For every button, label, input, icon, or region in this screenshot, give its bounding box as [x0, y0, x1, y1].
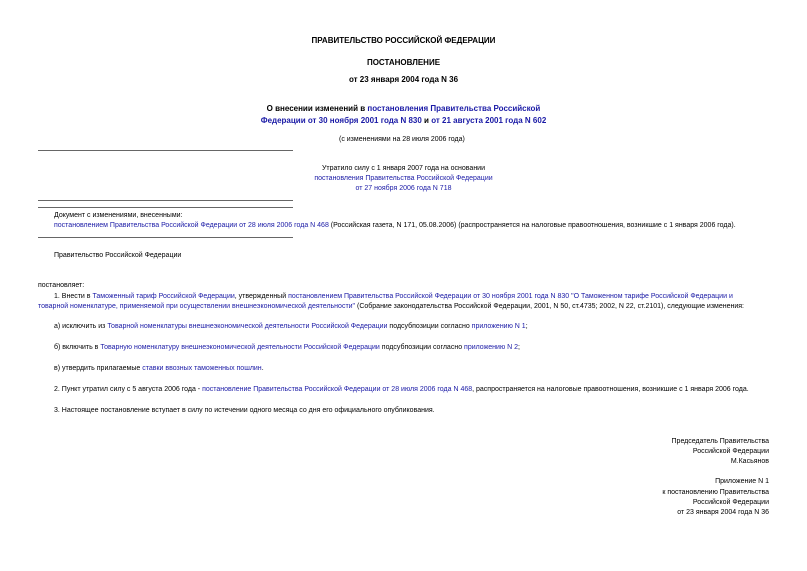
divider — [38, 150, 293, 151]
p2-link-decree-468[interactable]: постановление Правительства Российской Федерации от 28 июля 2006 года N 468 — [202, 386, 473, 393]
doc-title-line2 — [0, 116, 807, 125]
p1-link-decree-830[interactable]: постановлением Правительства Российской Федерации от 30 ноября 2001 года N 830 "О Таможенном тарифе Российской Федерации и — [288, 293, 733, 300]
p2-start: 2. Пункт утратил силу с 5 августа 2006 года - — [54, 386, 203, 393]
paragraph-2 — [54, 386, 749, 393]
divider — [38, 207, 293, 208]
p1-mid: , утвержденный — [234, 293, 289, 300]
decrees-word: постановляет: — [38, 282, 85, 289]
pa-end: ; — [525, 323, 528, 330]
p2-end: , распространяется на налоговые правоотношения, возникшие с 1 января 2006 года. — [472, 386, 749, 393]
signature-title: Председатель Правительства — [671, 438, 769, 445]
changes-label: Документ с изменениями, внесенными: — [54, 212, 183, 219]
pv-link-rates[interactable]: ставки ввозных таможенных пошлин — [142, 365, 262, 372]
divider — [38, 237, 293, 238]
title-prefix: О внесении изменений в — [266, 104, 368, 113]
pb-mid: подсубпозиции согласно — [379, 344, 465, 351]
pa-link-appendix-1[interactable]: приложению N 1 — [471, 323, 526, 330]
pb-link-appendix-2[interactable]: приложению N 2 — [464, 344, 519, 351]
divider — [38, 200, 293, 201]
title-link-decree-602[interactable]: от 21 августа 2001 года N 602 — [431, 116, 547, 125]
issuer: Правительство Российской Федерации — [54, 252, 182, 259]
paragraph-b — [54, 344, 520, 351]
signature-org: Российской Федерации — [692, 448, 769, 455]
pb-start: б) включить в — [54, 344, 101, 351]
paragraph-3: 3. Настоящее постановление вступает в силу по истечении одного месяца со дня его официального опубликования. — [54, 407, 435, 414]
appendix-line3: Российской Федерации — [692, 499, 769, 506]
expiry-line: Утратило силу с 1 января 2007 года на основании — [321, 165, 486, 172]
changes-tail: (Российская газета, N 171, 05.08.2006) (распространяется на налоговые правоотношения, возникшие с 1 января 2006 года). — [328, 222, 736, 229]
appendix-line4: от 23 января 2004 года N 36 — [677, 509, 769, 516]
p1-end: (Собрание законодательства Российской Федерации, 2001, N 50, ст.4735; 2002, N 22, ст.2101), следующие изменения: — [355, 303, 744, 310]
appendix-title: Приложение N 1 — [715, 478, 769, 485]
doc-title-line1 — [0, 104, 807, 113]
pb-link-nomenclature[interactable]: Товарную номенклатуру внешнеэкономической деятельности Российской Федерации — [100, 344, 380, 351]
pv-end: . — [261, 365, 264, 372]
pa-start: а) исключить из — [54, 323, 108, 330]
paragraph-1-line1 — [54, 293, 733, 300]
government-heading: ПРАВИТЕЛЬСТВО РОССИЙСКОЙ ФЕДЕРАЦИИ — [311, 36, 496, 45]
expiry-link-decree[interactable]: постановления Правительства Российской Федерации — [314, 175, 493, 182]
paragraph-v — [54, 365, 264, 372]
p1-link-tariff[interactable]: Таможенный тариф Российской Федерации — [92, 293, 235, 300]
title-link-decree[interactable]: постановления Правительства Российской — [367, 104, 541, 113]
paragraph-1-line2 — [38, 303, 744, 310]
p1-link-nomenclature[interactable]: товарной номенклатуре, применяемой при осуществлении внешнеэкономической деятельности" — [38, 303, 356, 310]
signature-name: М.Касьянов — [730, 458, 769, 465]
pa-link-nomenclature[interactable]: Товарной номенклатуры внешнеэкономической деятельности Российской Федерации — [107, 323, 388, 330]
paragraph-a — [54, 323, 528, 330]
pa-mid: подсубпозиции согласно — [387, 323, 472, 330]
date-number-heading: от 23 января 2004 года N 36 — [348, 75, 459, 84]
title-link-decree-830[interactable]: Федерации от 30 ноября 2001 года N 830 — [260, 116, 422, 125]
appendix-line2: к постановлению Правительства — [662, 489, 769, 496]
changes-link-decree-468[interactable]: постановлением Правительства Российской Федерации от 28 июля 2006 года N 468 — [54, 222, 329, 229]
p1-start: 1. Внести в — [54, 293, 93, 300]
title-middle: и — [421, 116, 432, 125]
pb-end: ; — [518, 344, 520, 351]
pv-start: в) утвердить прилагаемые — [54, 365, 143, 372]
doc-type-heading: ПОСТАНОВЛЕНИЕ — [366, 58, 441, 67]
amended-note: (с изменениями на 28 июля 2006 года) — [339, 136, 465, 143]
changes-line — [54, 222, 736, 229]
expiry-link-date[interactable]: от 27 ноября 2006 года N 718 — [355, 185, 452, 192]
